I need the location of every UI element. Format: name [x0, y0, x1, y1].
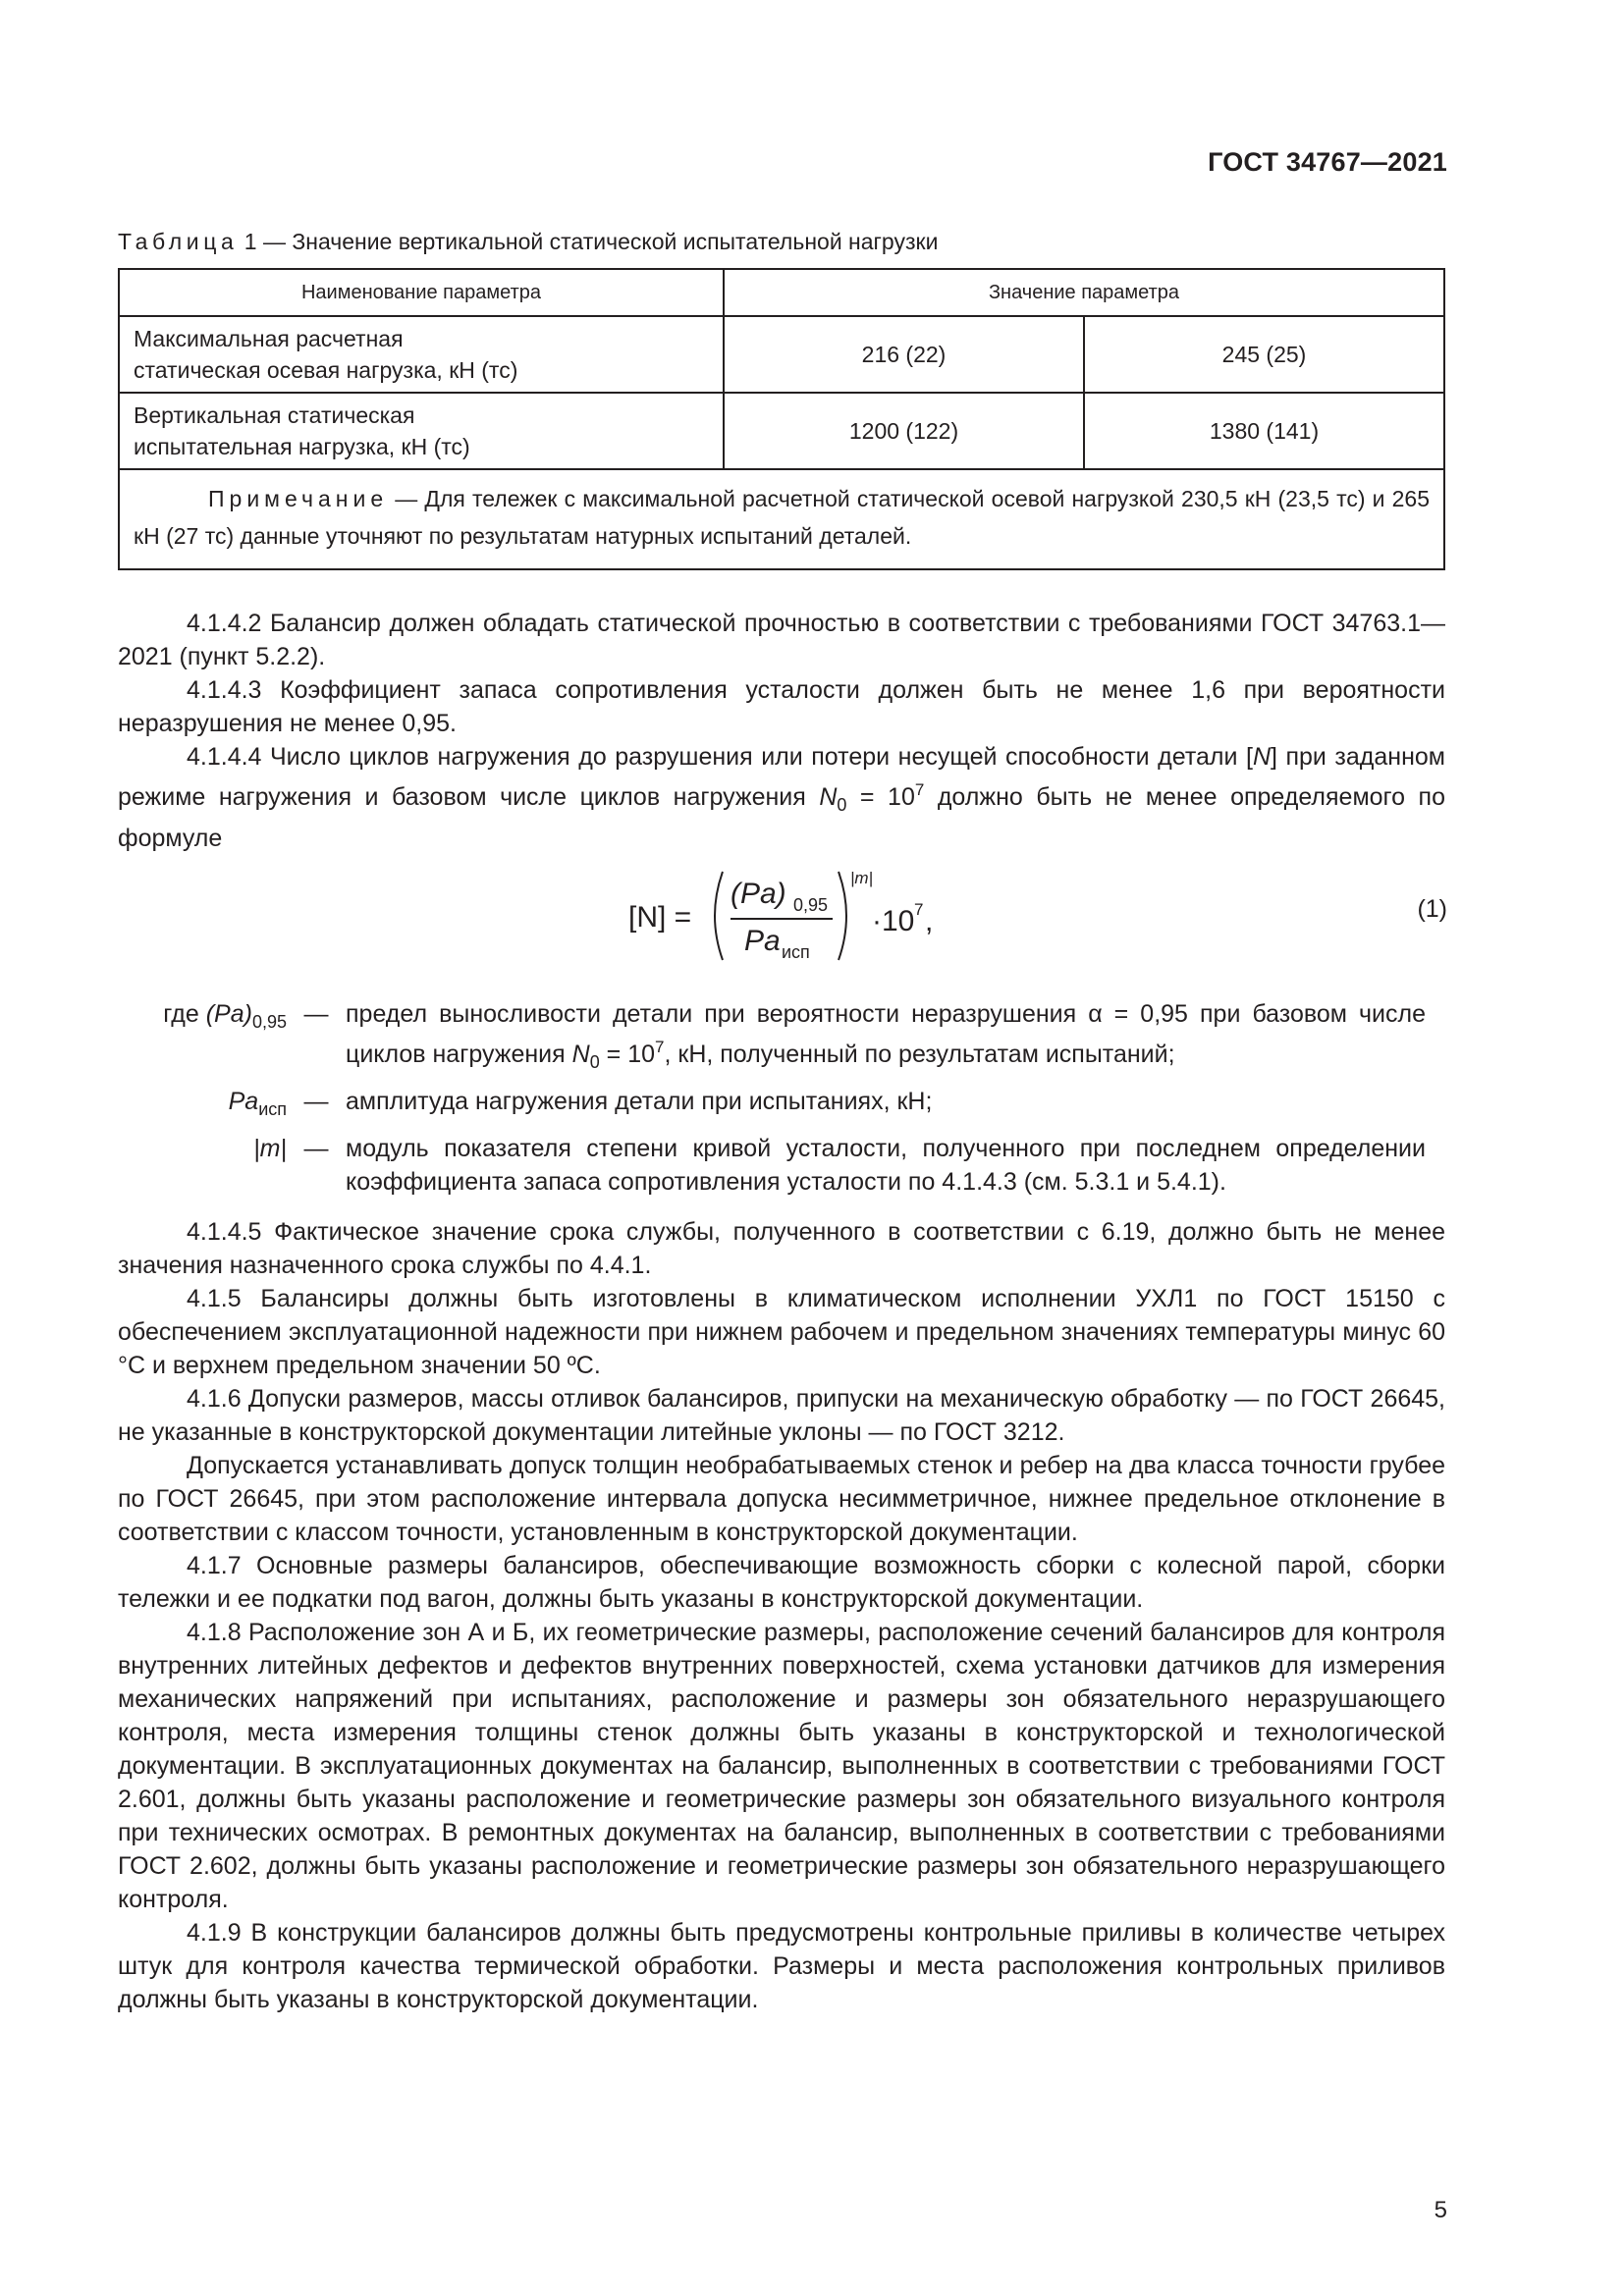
p4144-n0: N	[819, 783, 838, 811]
row-value-2: 1380 (141)	[1084, 393, 1444, 469]
row-value-2: 245 (25)	[1084, 316, 1444, 393]
where-sub-1: исп	[258, 1099, 287, 1119]
where-dash: —	[303, 1135, 329, 1162]
col-header-value: Значение параметра	[724, 269, 1444, 316]
p4144-c: должно быть не менее определяемого по формуле	[118, 783, 1445, 852]
row-name-line1: Вертикальная статическая	[134, 402, 415, 428]
formula-number: (1)	[1417, 895, 1447, 923]
where-description	[346, 997, 1445, 1079]
where-sym-0: (Pa)	[205, 1000, 252, 1028]
formula-denominator-sub: исп	[782, 942, 810, 962]
formula-mult-exp: 7	[914, 900, 924, 919]
table-note	[119, 469, 1444, 569]
table-note-row	[119, 469, 1444, 569]
paragraph-4-1-9: 4.1.9 В конструкции балансиров должны быть предусмотрены контрольные приливы в количестве четырех штук для контроля качества термической обработки. Размеры и места расположения контрольных приливов должны быть указаны в конструкторской документации.	[118, 1919, 1445, 2013]
row-name	[119, 393, 724, 469]
row-value-1: 216 (22)	[724, 316, 1084, 393]
where-symbol	[118, 997, 287, 1079]
where-description: модуль показателя степени кривой усталости, полученного при последнем определении коэффициента запаса сопротивления усталости по 4.1.4.3 (см. 5.3.1 и 5.4.1).	[346, 1135, 1426, 1196]
formula-lhs: [N] =	[628, 901, 692, 934]
paragraph-4-1-6: 4.1.6 Допуски размеров, массы отливок балансиров, припуски на механическую обработку — по ГОСТ 26645, не указанные в конструкторской документации литейные уклоны — по ГОСТ 3212.	[118, 1385, 1445, 1446]
body-section-1	[118, 607, 1445, 855]
where-0-n: N	[571, 1041, 590, 1068]
p4144-exp: 7	[914, 780, 925, 799]
table-caption	[118, 229, 938, 255]
row-name	[119, 316, 724, 393]
p4144-a: 4.1.4.4 Число циклов нагружения до разрушения или потери несущей способности детали [	[187, 743, 1253, 771]
where-block	[118, 997, 1445, 1204]
paragraph-4-1-5: 4.1.5 Балансиры должны быть изготовлены в климатическом исполнении УХЛ1 по ГОСТ 15150 с обеспечением эксплуатационной надежности при нижнем рабочем и предельном значениях температуры минус 60 °С и верхнем предельном значении 50 ºС.	[118, 1285, 1445, 1379]
p4144-sub0: 0	[837, 795, 847, 815]
paragraph-4-1-7: 4.1.7 Основные размеры балансиров, обеспечивающие возможность сборки с колесной парой, сборки тележки и ее подкатки под вагон, должны быть указаны в конструкторской документации.	[118, 1552, 1445, 1613]
where-intro: где	[163, 1000, 199, 1028]
table-header-row	[119, 269, 1444, 316]
table-row	[119, 316, 1444, 393]
paragraph-4-1-8: 4.1.8 Расположение зон А и Б, их геометрические размеры, расположение сечений балансиров для контроля внутренних литейных дефектов и дефектов внутренних поверхностей, схема установки датчиков для измерения механических напряжений при испытаниях, расположение и размеры зон обязательного неразрушающего контроля, места измерения толщины стенок должны быть указаны в конструкторской и технологической документации. В эксплуатационных документах на балансир, выполненных в соответствии с требованиями ГОСТ 2.601, должны быть указаны расположение и геометрические размеры зон обязательного визуального контроля при технических осмотрах. В ремонтных документах на балансир, выполненных в соответствии с требованиями ГОСТ 2.602, должны быть указаны расположение и геометрические размеры зон обязательного неразрушающего контроля.	[118, 1619, 1445, 1913]
where-0-nsub: 0	[589, 1052, 600, 1072]
paragraph-4-1-6-b: Допускается устанавливать допуск толщин необрабатываемых стенок и ребер на два класса точности грубее по ГОСТ 26645, при этом расположение интервала допуска несимметричное, нижнее предельное отклонение в соответствии с классом точности, установленным в конструкторской документации.	[118, 1452, 1445, 1546]
where-0-b: = 10	[599, 1041, 656, 1068]
col-header-name: Наименование параметра	[119, 269, 724, 316]
where-0-a: предел выносливости детали при вероятности неразрушения α = 0,95 при базовом числе циклов нагружения	[346, 1000, 1426, 1068]
formula-numerator: (Pa)	[731, 878, 786, 910]
note-text: — Для тележек с максимальной расчетной статической осевой нагрузкой 230,5 кН (23,5 тс) и 265 кН (27 тс) данные уточняют по результатам натурных испытаний деталей.	[134, 486, 1430, 549]
p4144-eq: = 10	[846, 783, 915, 811]
formula-1	[628, 862, 982, 970]
where-symbol	[118, 1132, 287, 1199]
page-number: 5	[1434, 2197, 1447, 2223]
table-row	[119, 393, 1444, 469]
p4144-b: ] при заданном режиме нагружения и базовом числе циклов нагружения	[118, 743, 1445, 811]
paragraph-4-1-4-3: 4.1.4.3 Коэффициент запаса сопротивления усталости должен быть не менее 1,6 при вероятности неразрушения не менее 0,95.	[118, 676, 1445, 737]
formula-left-paren	[715, 872, 723, 960]
where-symbol	[118, 1085, 287, 1126]
row-name-line2: испытательная нагрузка, кН (тс)	[134, 434, 470, 459]
standard-header: ГОСТ 34767—2021	[1208, 147, 1447, 177]
parameter-table	[118, 268, 1445, 570]
where-sym-2: |m|	[253, 1135, 287, 1162]
table-caption-text: 1 — Значение вертикальной статической испытательной нагрузки	[244, 229, 939, 254]
formula-trail: ,	[925, 905, 934, 937]
row-name-line2: статическая осевая нагрузка, кН (тс)	[134, 357, 518, 383]
where-sub-0: 0,95	[251, 1012, 287, 1032]
row-value-1: 1200 (122)	[724, 393, 1084, 469]
where-0-exp: 7	[655, 1038, 665, 1056]
table-caption-word: Таблица	[118, 229, 239, 254]
where-description: амплитуда нагружения детали при испытаниях, кН;	[346, 1088, 933, 1115]
formula-mult: ·10	[872, 905, 915, 937]
p4144-n: N	[1252, 743, 1271, 771]
where-dash: —	[303, 1000, 329, 1028]
where-item	[118, 1132, 1445, 1199]
formula-right-paren	[839, 872, 846, 960]
formula-power: |m|	[850, 869, 873, 887]
paragraph-4-1-4-5: 4.1.4.5 Фактическое значение срока службы, полученного в соответствии с 6.19, должно быть не менее значения назначенного срока службы по 4.4.1.	[118, 1218, 1445, 1279]
formula-denominator: Pa	[744, 925, 781, 957]
where-0-c: , кН, полученный по результатам испытаний;	[664, 1041, 1175, 1068]
where-item	[118, 1085, 1445, 1126]
row-name-line1: Максимальная расчетная	[134, 326, 404, 351]
body-section-2	[118, 1215, 1445, 2016]
paragraph-4-1-4-2: 4.1.4.2 Балансир должен обладать статической прочностью в соответствии с требованиями ГОСТ 34763.1—2021 (пункт 5.2.2).	[118, 610, 1445, 670]
formula-numerator-sub: 0,95	[793, 895, 829, 915]
where-dash: —	[303, 1088, 329, 1115]
note-label: Примечание	[208, 486, 389, 511]
paragraph-4-1-4-4	[118, 740, 1445, 855]
where-item	[118, 997, 1445, 1079]
where-sym-1: Pa	[228, 1088, 259, 1115]
